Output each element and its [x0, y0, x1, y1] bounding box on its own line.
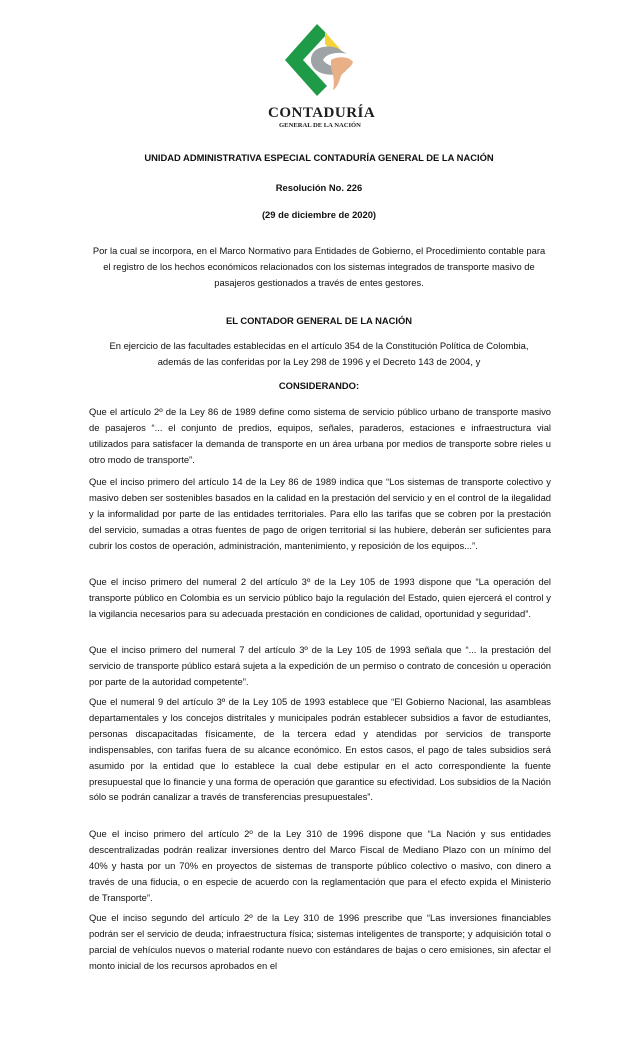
paragraph-5: Que el numeral 9 del artículo 3º de la Ley 105 de 1993 establece que “El Gobierno Nacional, las asambleas departamentales y los concejos distritales y municipales podrán establecer subsidios a favor de estudiantes, personas discapacitadas físicamente, de la tercera edad y atendidas por servicios de transporte indispensables, con tarifas fuera de su alcance económico. En estos casos, el pago de tales subsidios será asumido por la entidad que lo establece la cual debe estipular en el acto correspondiente la fuente presupuestal que lo financie y una forma de operación que garantice su efectividad. Los subsidios de la Nación sólo se podrán canalizar a través de transferencias presupuestales”. — [89, 696, 551, 803]
entity-name: UNIDAD ADMINISTRATIVA ESPECIAL CONTADURÍA GENERAL DE LA NACIÓN — [144, 152, 494, 163]
considering-heading: CONSIDERANDO: — [278, 380, 360, 391]
paragraph-1: Que el artículo 2º de la Ley 86 de 1989 define como sistema de servicio público urbano de transporte masivo de pasajeros “... el conjunto de predios, equipos, señales, paraderos, estaciones e infraestructura vial utilizados para satisfacer la demanda de transporte en un área urbana por medios de transporte sobre rieles u otro modo de transporte”. — [89, 406, 551, 465]
logo-title: CONTADURÍA — [268, 105, 376, 121]
paragraph-6: Que el inciso primero del artículo 2º de la Ley 310 de 1996 dispone que “La Nación y sus entidades descentralizadas podrán realizar inversiones dentro del Marco Fiscal de Mediano Plazo con un mínimo del 40% y hasta por un 70% en proyectos de sistemas de transporte público colectivo o masivo, con dinero a través de una fiducia, o en especie de acuerdo con la reglamentación que para el efecto expida el Ministerio de Transporte”. — [89, 828, 551, 903]
powers-statement: En ejercicio de las facultades establecidas en el artículo 354 de la Constitución Política de Colombia, además de las conferidas por la Ley 298 de 1996 y el Decreto 143 de 2004, y — [109, 340, 529, 367]
contaduria-emblem-icon — [281, 22, 359, 104]
logo — [268, 22, 376, 134]
logo-subtitle: GENERAL DE LA NACIÓN — [279, 122, 361, 129]
paragraph-3: Que el inciso primero del numeral 2 del artículo 3º de la Ley 105 de 1993 dispone que “La operación del transporte público en Colombia es un servicio público bajo la regulación del Estado, quien ejercerá el control y la vigilancia necesarios para su adecuada prestación en condiciones de calidad, oportunidad y seguridad”. — [89, 576, 551, 619]
paragraph-7: Que el inciso segundo del artículo 2º de la Ley 310 de 1996 prescribe que “Las inversiones financiables podrán ser el servicio de deuda; infraestructura física; sistemas inteligentes de transporte; y adquisición total o parcial de vehículos nuevos o material rodante nuevo con estándares de bajas o cero emisiones, sin afectar el monto inicial de los recursos aprobados en el — [89, 912, 551, 971]
resolution-summary: Por la cual se incorpora, en el Marco Normativo para Entidades de Gobierno, el Procedimiento contable para el registro de los hechos económicos relacionados con los sistemas integrados de transporte masivo de pasajeros gestionados a través de entes gestores. — [92, 245, 546, 288]
paragraph-4: Que el inciso primero del numeral 7 del artículo 3º de la Ley 105 de 1993 señala que “... la prestación del servicio de transporte público estará sujeta a la expedición de un permiso o contrato de concesión u operación por parte de la autoridad competente”. — [89, 644, 551, 687]
resolution-number: Resolución No. 226 — [275, 182, 363, 193]
authority-title: EL CONTADOR GENERAL DE LA NACIÓN — [225, 315, 413, 326]
paragraph-2: Que el inciso primero del artículo 14 de la Ley 86 de 1989 indica que “Los sistemas de transporte colectivo y masivo deben ser sostenibles basados en la calidad en la prestación del servicio y en el control de la ilegalidad y la informalidad por parte de las entidades territoriales. Para ello las tarifas que se cobren por la prestación del servicio, sumadas a otras fuentes de pago de origen territorial si las hubiere, deberán ser suficientes para cubrir los costos de operación, administración, mantenimiento, y reposición de los equipos...”. — [89, 476, 551, 551]
resolution-date: (29 de diciembre de 2020) — [261, 209, 377, 220]
